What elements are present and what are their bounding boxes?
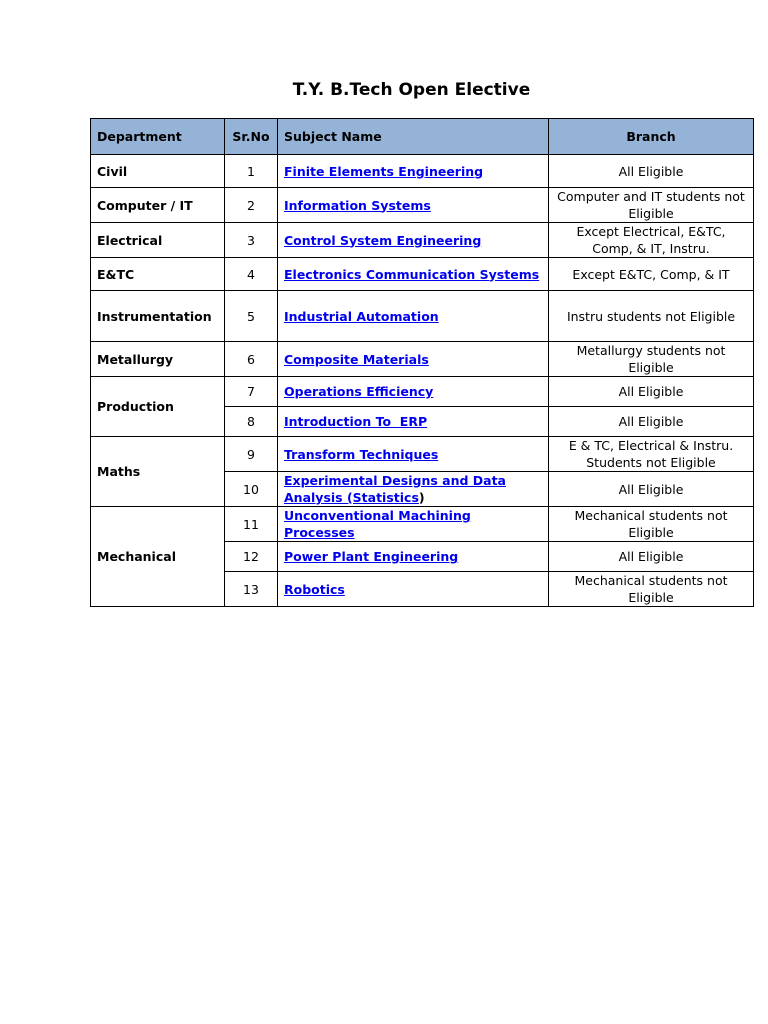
subject-link[interactable]: Introduction To ERP <box>284 414 428 429</box>
branch-cell: All Eligible <box>549 472 754 507</box>
subject-tail-text: ) <box>418 490 425 505</box>
subject-cell <box>278 507 549 542</box>
header-sr-no: Sr.No <box>225 119 278 155</box>
subject-link[interactable]: Operations Efficiency <box>284 384 434 399</box>
branch-cell: All Eligible <box>549 155 754 188</box>
table-row <box>91 258 754 291</box>
subject-link[interactable]: Electronics Communication Systems <box>284 266 540 282</box>
subject-link[interactable]: Information Systems <box>284 197 431 213</box>
subject-cell <box>278 291 549 342</box>
subject-cell <box>278 223 549 258</box>
subject-link[interactable]: Power Plant Engineering <box>284 549 459 564</box>
table-row <box>91 155 754 188</box>
branch-cell: E & TC, Electrical & Instru. Students not Eligible <box>549 437 754 472</box>
table-row <box>91 223 754 258</box>
branch-cell: Metallurgy students not Eligible <box>549 342 754 377</box>
branch-cell: Computer and IT students not Eligible <box>549 188 754 223</box>
department-cell: Maths <box>91 437 225 507</box>
table-row <box>91 342 754 377</box>
department-cell: Computer / IT <box>91 188 225 223</box>
subject-cell <box>278 542 549 572</box>
subject-cell <box>278 188 549 223</box>
subject-cell <box>278 258 549 291</box>
sr-no-cell: 9 <box>225 437 278 472</box>
header-department: Department <box>91 119 225 155</box>
table-row <box>91 377 754 407</box>
department-cell: Electrical <box>91 223 225 258</box>
subject-cell <box>278 377 549 407</box>
header-branch: Branch <box>549 119 754 155</box>
sr-no-cell: 2 <box>225 188 278 223</box>
subject-link[interactable]: Finite Elements Engineering <box>284 163 484 179</box>
subject-link[interactable]: Transform Techniques <box>284 446 439 462</box>
table-row <box>91 188 754 223</box>
sr-no-cell: 3 <box>225 223 278 258</box>
sr-no-cell: 4 <box>225 258 278 291</box>
department-cell: Civil <box>91 155 225 188</box>
subject-link[interactable]: Unconventional Machining Processes <box>284 508 471 540</box>
subject-cell <box>278 342 549 377</box>
branch-cell: All Eligible <box>549 407 754 437</box>
subject-cell <box>278 472 549 507</box>
department-cell: Instrumentation <box>91 291 225 342</box>
subject-link[interactable]: Control System Engineering <box>284 232 482 248</box>
page-title: T.Y. B.Tech Open Elective <box>292 80 531 100</box>
header-subject-name: Subject Name <box>278 119 549 155</box>
sr-no-cell: 13 <box>225 572 278 607</box>
sr-no-cell: 5 <box>225 291 278 342</box>
branch-cell: Except Electrical, E&TC, Comp, & IT, Instru. <box>549 223 754 258</box>
table-header-row <box>91 119 754 155</box>
branch-cell: Mechanical students not Eligible <box>549 572 754 607</box>
subject-cell <box>278 572 549 607</box>
department-cell: E&TC <box>91 258 225 291</box>
table-row <box>91 507 754 542</box>
subject-link[interactable]: Industrial Automation <box>284 308 439 324</box>
sr-no-cell: 6 <box>225 342 278 377</box>
subject-link[interactable]: Robotics <box>284 581 345 597</box>
sr-no-cell: 8 <box>225 407 278 437</box>
branch-cell: Instru students not Eligible <box>549 291 754 342</box>
sr-no-cell: 11 <box>225 507 278 542</box>
subject-link[interactable]: Experimental Designs and Data Analysis (Statistics <box>284 473 506 505</box>
branch-cell: All Eligible <box>549 377 754 407</box>
sr-no-cell: 12 <box>225 542 278 572</box>
subject-cell <box>278 407 549 437</box>
sr-no-cell: 1 <box>225 155 278 188</box>
department-cell: Metallurgy <box>91 342 225 377</box>
department-cell: Production <box>91 377 225 437</box>
subject-cell <box>278 437 549 472</box>
branch-cell: Except E&TC, Comp, & IT <box>549 258 754 291</box>
department-cell: Mechanical <box>91 507 225 607</box>
subject-link[interactable]: Composite Materials <box>284 351 429 367</box>
table-row <box>91 437 754 472</box>
table-row <box>91 291 754 342</box>
subject-cell <box>278 155 549 188</box>
branch-cell: All Eligible <box>549 542 754 572</box>
elective-table <box>90 118 754 607</box>
sr-no-cell: 7 <box>225 377 278 407</box>
branch-cell: Mechanical students not Eligible <box>549 507 754 542</box>
sr-no-cell: 10 <box>225 472 278 507</box>
